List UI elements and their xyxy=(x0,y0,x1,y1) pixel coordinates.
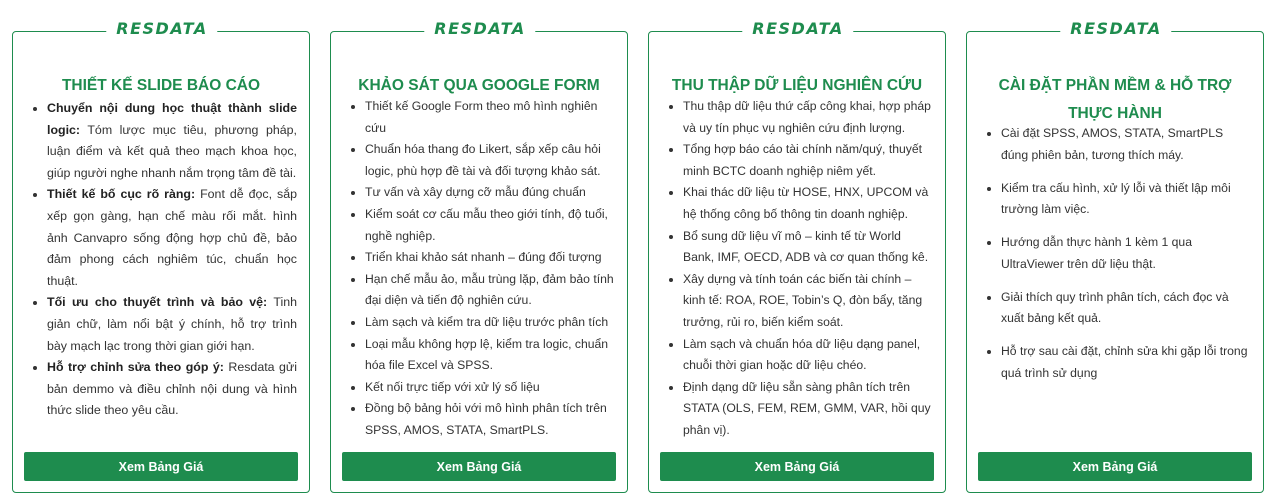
card-title: KHẢO SÁT QUA GOOGLE FORM xyxy=(358,77,600,94)
list-item xyxy=(47,98,297,184)
item-text: Tinh giản chữ, làm nổi bật ý chính, hỗ trợ trình bày mạch lạc trong thời gian giới hạn. xyxy=(47,295,297,353)
list-item: • Triển khai khảo sát nhanh – đúng đối tượng xyxy=(365,247,615,269)
feature-list xyxy=(29,98,297,422)
list-item: • Đồng bộ bảng hỏi với mô hình phân tích trên SPSS, AMOS, STATA, SmartPLS. xyxy=(365,398,615,441)
service-card-data-collection xyxy=(648,31,946,493)
list-item: • Làm sạch và kiểm tra dữ liệu trước phân tích xyxy=(365,312,615,334)
item-heading: Thiết kế bố cục rõ ràng: xyxy=(47,187,196,202)
resdata-logo: RESDATA xyxy=(424,18,535,40)
item-heading: Hỗ trợ chỉnh sửa theo góp ý: xyxy=(47,360,224,375)
list-item: • Định dạng dữ liệu sẵn sàng phân tích trên STATA (OLS, FEM, REM, GMM, VAR, hồi quy phân vị). xyxy=(683,377,933,442)
view-pricing-button[interactable]: Xem Bảng Giá xyxy=(660,452,934,481)
list-item xyxy=(47,184,297,292)
service-card-google-form-survey xyxy=(330,31,628,493)
feature-list xyxy=(347,96,615,442)
resdata-logo: RESDATA xyxy=(1060,18,1171,40)
resdata-logo: RESDATA xyxy=(106,18,217,40)
list-item: • Hạn chế mẫu ảo, mẫu trùng lặp, đảm bảo tính đại diện và tiến độ nghiên cứu. xyxy=(365,269,615,312)
feature-list xyxy=(665,96,933,442)
list-item: • Giải thích quy trình phân tích, cách đọc và xuất bảng kết quả. xyxy=(1001,287,1251,330)
item-text: Font dễ đọc, sắp xếp gọn gàng, hạn chế màu rối mắt. hình ảnh Canvapro sống động hợp chủ đề, bảo đảm phong cách nghiêm túc, chuẩn học thuật. xyxy=(47,187,298,288)
list-item xyxy=(47,357,297,422)
item-text: Resdata gửi bản demmo và điều chỉnh nội dung và hình thức slide theo yêu cầu. xyxy=(47,360,297,418)
list-item: • Chuẩn hóa thang đo Likert, sắp xếp câu hỏi logic, phù hợp đề tài và đối tượng khảo sát. xyxy=(365,139,615,182)
card-title: THU THẬP DỮ LIỆU NGHIÊN CỨU xyxy=(671,77,923,94)
list-item xyxy=(47,292,297,357)
list-item: • Hỗ trợ sau cài đặt, chỉnh sửa khi gặp lỗi trong quá trình sử dụng xyxy=(1001,341,1251,384)
list-item: • Loại mẫu không hợp lệ, kiểm tra logic, chuẩn hóa file Excel và SPSS. xyxy=(365,334,615,377)
resdata-logo: RESDATA xyxy=(742,18,853,40)
list-item: • Bổ sung dữ liệu vĩ mô – kinh tế từ World Bank, IMF, OECD, ADB và cơ quan thống kê. xyxy=(683,226,933,269)
service-card-slide-design xyxy=(12,31,310,493)
list-item: • Tư vấn và xây dựng cỡ mẫu đúng chuẩn xyxy=(365,182,615,204)
list-item: • Kiểm soát cơ cấu mẫu theo giới tính, độ tuổi, nghề nghiệp. xyxy=(365,204,615,247)
feature-list xyxy=(983,123,1251,396)
service-card-software-setup xyxy=(966,31,1264,493)
card-title: THIẾT KẾ SLIDE BÁO CÁO xyxy=(61,77,261,94)
list-item: • Xây dựng và tính toán các biến tài chính – kinh tế: ROA, ROE, Tobin’s Q, đòn bẩy, tăng trưởng, rủi ro, biến kiểm soát. xyxy=(683,269,933,334)
view-pricing-button[interactable]: Xem Bảng Giá xyxy=(24,452,298,481)
list-item: • Khai thác dữ liệu từ HOSE, HNX, UPCOM và hệ thống công bố thông tin doanh nghiệp. xyxy=(683,182,933,225)
list-item: • Làm sạch và chuẩn hóa dữ liệu dạng panel, chuỗi thời gian hoặc dữ liệu chéo. xyxy=(683,334,933,377)
item-heading: Chuyển nội dung học thuật thành slide logic: xyxy=(47,101,297,137)
view-pricing-button[interactable]: Xem Bảng Giá xyxy=(342,452,616,481)
item-heading: Tối ưu cho thuyết trình và bảo vệ: xyxy=(47,295,268,310)
list-item: • Kiểm tra cấu hình, xử lý lỗi và thiết lập môi trường làm việc. xyxy=(1001,178,1251,221)
item-text: Tóm lược mục tiêu, phương pháp, luận điểm và kết quả theo mạch khoa học, giúp người nghe nhanh nắm trọng tâm đề tài. xyxy=(47,122,297,180)
card-title: CÀI ĐẶT PHẦN MỀM & HỖ TRỢ THỰC HÀNH xyxy=(998,77,1232,122)
list-item: • Kết nối trực tiếp với xử lý số liệu xyxy=(365,377,615,399)
list-item: • Thiết kế Google Form theo mô hình nghiên cứu xyxy=(365,96,615,139)
view-pricing-button[interactable]: Xem Bảng Giá xyxy=(978,452,1252,481)
list-item: • Thu thập dữ liệu thứ cấp công khai, hợp pháp và uy tín phục vụ nghiên cứu định lượng. xyxy=(683,96,933,139)
list-item: • Tổng hợp báo cáo tài chính năm/quý, thuyết minh BCTC doanh nghiệp niêm yết. xyxy=(683,139,933,182)
list-item: • Hướng dẫn thực hành 1 kèm 1 qua UltraViewer trên dữ liệu thật. xyxy=(1001,232,1251,275)
list-item: • Cài đặt SPSS, AMOS, STATA, SmartPLS đúng phiên bản, tương thích máy. xyxy=(1001,123,1251,166)
